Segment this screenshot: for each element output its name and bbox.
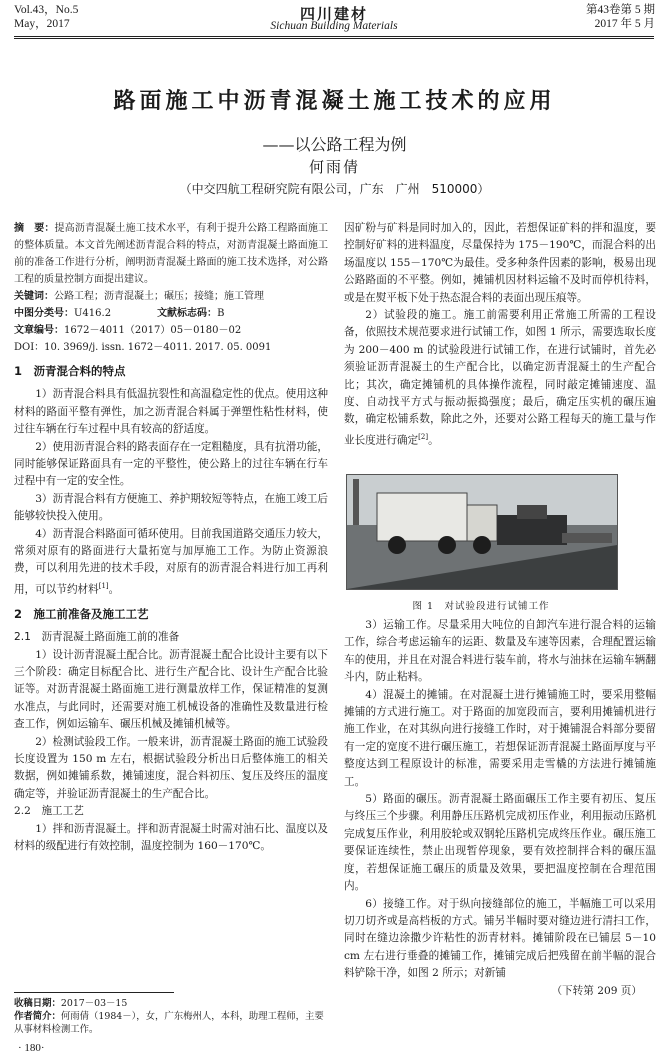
citation-2: [2] — [418, 432, 429, 441]
issue-date-en: May，2017 — [14, 18, 70, 30]
received-date — [14, 997, 328, 1010]
doc-code-value: B — [217, 308, 225, 319]
figure-1-photo — [346, 474, 618, 590]
issue-date-cn: 2017 年 5 月 — [594, 18, 655, 30]
right-column-top — [344, 220, 656, 450]
doc-code-label: 文献标志码： — [157, 308, 218, 319]
author-name: 何雨倩 — [308, 158, 360, 176]
s21-paragraph-2: 2）检测试验段工作。一般来讲，沥青混凝土路面的施工试验段长度设置为 150 m 左右，根据试验段分析出日后整体施工的相关数据，例如摊铺系数，摊铺速度，混合料初压、复压及终压的温度确定等，并验证沥青混凝土的生产配合比。 — [14, 735, 328, 800]
figure-1-caption: 图 1 对试验段进行试铺工作 — [412, 601, 550, 612]
received-value: 2017－03－15 — [60, 998, 128, 1009]
s22-paragraph-1: 1）拌和沥青混凝土。拌和沥青混凝土时需对油石比、温度以及材料的级配进行有效控制，温度控制为 160－170℃。 — [14, 822, 328, 853]
footnote — [14, 997, 328, 1036]
header-rule-2 — [14, 38, 654, 39]
r-paragraph-6: 6）接缝工作。对于纵向接缝部位的施工，半幅施工可以采用切刀切齐或是高档板的方式。铺另半幅时要对缝边进行清扫工作，同时在缝边涂撒少许粘性的沥青材料。摊铺阶段在已铺层 5－10 cm 左右进行垂叠的摊铺工作，摊铺完成后把残留在前半幅的混合料铲除干净，如图 2 所示；对新铺 — [344, 897, 656, 980]
r-paragraph-2-text: 2）试验段的施工。施工前需要利用正常施工所需的工程设备，依照技术规范要求进行试铺工作，如图 1 所示，需要选取长度为 200－400 m 的试验段进行试铺工作，在进行试铺时，首先必须验证沥青混凝土的生产配合比，以确定沥青混凝土的生产配合比；其次，确定摊铺机的具体操作流程，同时敲定摊铺速度、温度、自动找平方式与振动振捣强度；最后，确定压实机的碾压遍数，确定松铺系数，除此之外，还要对公路工程每天的施工量与作业长度进行确定 — [344, 309, 656, 447]
s1-paragraph-4-end: 。 — [108, 583, 120, 596]
abstract — [14, 220, 328, 288]
volume-number: Vol.43，No.5 — [14, 4, 79, 16]
article-number — [14, 322, 328, 339]
abstract-label: 摘 要： — [14, 223, 55, 234]
doi: DOI：10. 3969/j. issn. 1672－4011. 2017. 05. 0091 — [14, 342, 272, 353]
s1-paragraph-2: 2）使用沥青混合料的路表面存在一定粗糙度，具有抗滑功能，同时能够保证路面具有一定的平整性，使公路上的过往车辆在行车过程中有一定的安全性。 — [14, 440, 328, 488]
citation-1: [1] — [98, 581, 109, 590]
r-paragraph-1: 因矿粉与矿料是同时加入的，因此，若想保证矿料的拌和温度，要控制好矿料的进料温度，尽量保持为 175－190℃，而混合料的出场温度以 155－170℃为最佳。受多种条件因素的影响，极易出现公路路面的不平整。例如，摊铺机因材料运输不及时而停机待料，或是在熨平板下处于热态混合料的表面出现压痕等。 — [344, 222, 656, 304]
keywords — [14, 288, 328, 305]
received-label: 收稿日期： — [14, 998, 61, 1009]
section-1-heading: 1 沥青混合料的特点 — [14, 364, 126, 378]
page-number: · 180· — [18, 1042, 45, 1054]
journal-logo: 四川建材 — [299, 5, 368, 23]
footnote-rule — [14, 992, 174, 993]
keywords-text: 公路工程；沥青混凝土；碾压；接缝；施工管理 — [54, 291, 264, 302]
section-2-1-heading: 2.1 沥青混凝土路面施工前的准备 — [14, 631, 180, 644]
author-bio-label: 作者简介： — [14, 1011, 61, 1022]
clc-value: U416.2 — [74, 308, 112, 319]
s1-paragraph-4 — [14, 526, 328, 599]
abstract-text: 提高沥青混凝土施工技术水平，有利于提升公路工程路面施工的整体质量。本文首先阐述沥青混合料的特点，对沥青混凝土路面施工前的准备工作进行分析，阐明沥青混凝土路面的施工技术选择，对公路工程的质量控制方面提出建议。 — [14, 223, 329, 285]
issue-number-cn: 第43卷第 5 期 — [586, 4, 655, 16]
keywords-label: 关键词： — [14, 291, 54, 302]
s1-paragraph-4-text: 4）沥青混合料路面可循环使用。目前我国道路交通压力较大，常须对原有的路面进行大量拓宽与加厚施工工作。为防止资源浪费，可以利用先进的技术手段，对原有的沥青混合料进行加工再利用，可以节约材料 — [14, 527, 328, 596]
paving-machine-illustration — [347, 475, 617, 589]
s21-paragraph-1: 1）设计沥青混凝土配合比。沥青混凝土配合比设计主要有以下三个阶段：确定目标配合比、进行生产配合比、设计生产配合比验证等。对沥青混凝土路面施工进行测量放样工作，保证精准的复测水准点，与此同时，还需要对施工机械设备的准确性及数量进行检查工作，例如运输车、碾压机械及摊铺机械等。 — [14, 648, 328, 731]
author-bio — [14, 1010, 328, 1036]
r-paragraph-5: 5）路面的碾压。沥青混凝土路面碾压工作主要有初压、复压与终压三个步骤。利用静压压路机完成初压作业，利用振动压路机完成复压作业，利用胶轮或双钢轮压路机完成终压作业。碾压施工要保证连续性，禁止出现暂停现象，要有效控制拌合料的碾压温度，若想保证施工碾压的质量及效果，要把温度控制在合理范围内。 — [344, 793, 656, 893]
left-column — [14, 220, 328, 856]
clc-label: 中图分类号： — [14, 308, 74, 319]
r-paragraph-3: 3）运输工作。尽量采用大吨位的自卸汽车进行混合料的运输工作，综合考虑运输车的运距、数量及车速等因素，合理配置运输车的使用，并且在对混合料进行装车前，将水与油抹在运输车辆翻斗内，防止粘料。 — [344, 619, 656, 684]
classification — [14, 305, 328, 322]
right-column-bottom — [344, 617, 656, 1000]
section-2-2-heading: 2.2 施工工艺 — [14, 805, 84, 818]
author-affiliation: （中交四航工程研究院有限公司，广东 广州 510000） — [179, 182, 490, 196]
article-number-label: 文章编号： — [14, 325, 64, 336]
author-bio-text: 何雨倩（1984－），女，广东梅州人，本科，助理工程师，主要从事材料检测工作。 — [14, 1011, 324, 1035]
r-paragraph-2 — [344, 307, 656, 450]
article-subtitle: ——以公路工程为例 — [262, 135, 407, 154]
continued-note: （下转第 209 页） — [551, 984, 642, 997]
journal-name: Sichuan Building Materials — [270, 20, 398, 32]
article-number-value: 1672－4011（2017）05－0180－02 — [64, 325, 242, 336]
header-rule — [14, 36, 654, 37]
r-paragraph-2-end: 。 — [428, 434, 439, 447]
article-title: 路面施工中沥青混凝土施工技术的应用 — [113, 88, 556, 114]
s1-paragraph-1: 1）沥青混合料具有低温抗裂性和高温稳定性的优点。使用这种材料的路面平整有弹性，加之沥青混合料属于弹塑性粘性材料，使过往车辆在行车过程中具有较高的舒适度。 — [14, 388, 328, 436]
s1-paragraph-3: 3）沥青混合料有方便施工、养护期较短等特点，在施工竣工后能够较快投入使用。 — [14, 492, 328, 523]
section-2-heading: 2 施工前准备及施工工艺 — [14, 606, 149, 621]
r-paragraph-4: 4）混凝土的摊铺。在对混凝土进行摊铺施工时，要采用整幅摊铺的方式进行施工。对于路面的加宽段而言，要利用摊铺机进行施工作业，在对其纵向进行接缝工作时，对于摊铺混合料部分要留有一定的宽度不进行碾压施工，若想保证沥青混凝土路面厚度与平整度达到工程原设计的标准，需要采用走雪橇的方法进行摊铺施工。 — [344, 688, 656, 788]
